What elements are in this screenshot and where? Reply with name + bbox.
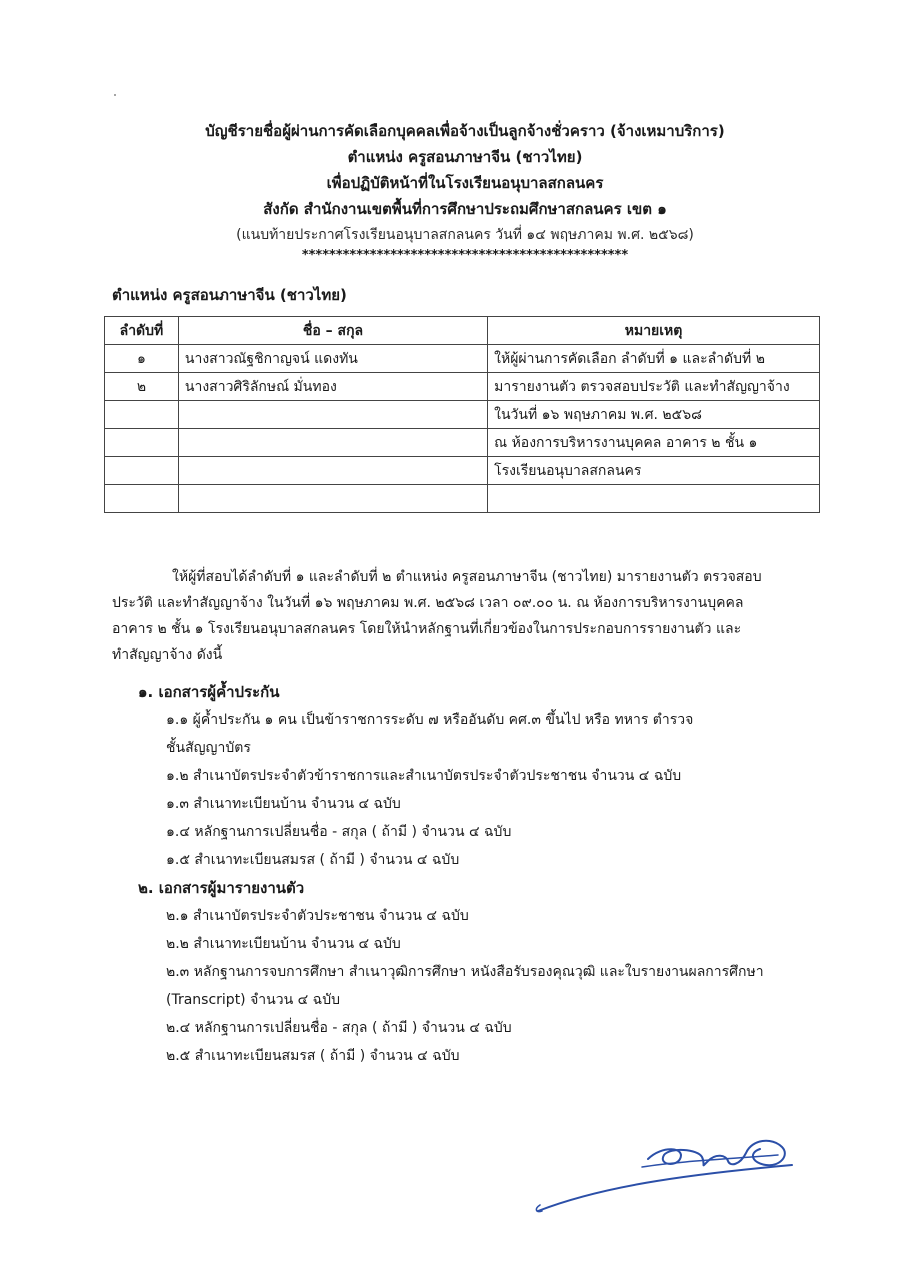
paragraph-line: ให้ผู้ที่สอบได้ลำดับที่ ๑ และลำดับที่ ๒ ตำแหน่ง ครูสอนภาษาจีน (ชาวไทย) มารายงานตัว ตรวจสอบ [172, 569, 762, 585]
cell-name: นางสาวณัฐชิกาญจน์ แดงทัน [178, 345, 487, 373]
scan-speck [114, 94, 116, 96]
cell-order [105, 401, 179, 429]
paragraph-line: ทำสัญญาจ้าง ดังนี้ [112, 647, 223, 663]
list-item: ๑.๑ ผู้ค้ำประกัน ๑ คน เป็นข้าราชการระดับ ๗ หรืออันดับ คศ.๓ ขึ้นไป หรือ ทหาร ตำรวจ [166, 712, 694, 728]
section-heading-guarantor: ๑. เอกสารผู้ค้ำประกัน [138, 683, 280, 701]
list-item: ๒.๕ สำเนาทะเบียนสมรส ( ถ้ามี ) จำนวน ๔ ฉบับ [166, 1048, 460, 1064]
cell-order [105, 485, 179, 513]
cell-remark: ให้ผู้ผ่านการคัดเลือก ลำดับที่ ๑ และลำดับที่ ๒ [488, 345, 820, 373]
header-title-line: บัญชีรายชื่อผู้ผ่านการคัดเลือกบุคคลเพื่อจ้างเป็นลูกจ้างชั่วคราว (จ้างเหมาบริการ) [205, 122, 725, 140]
header-affiliation-line: สังกัด สำนักงานเขตพื้นที่การศึกษาประถมศึกษาสกลนคร เขต ๑ [263, 200, 667, 218]
list-item: ๒.๑ สำเนาบัตรประจำตัวประชาชน จำนวน ๔ ฉบับ [166, 908, 469, 924]
section-heading-reporter: ๒. เอกสารผู้มารายงานตัว [138, 879, 305, 897]
paragraph-line: ประวัติ และทำสัญญาจ้าง ในวันที่ ๑๖ พฤษภาคม พ.ศ. ๒๕๖๘ เวลา ๐๙.๐๐ น. ณ ห้องการบริหารงานบุคคล [112, 595, 744, 611]
document-header [100, 118, 830, 266]
paragraph-line: อาคาร ๒ ชั้น ๑ โรงเรียนอนุบาลสกลนคร โดยให้นำหลักฐานที่เกี่ยวข้องในการประกอบการรายงานตัว และ [112, 621, 742, 637]
list-item: ๒.๒ สำเนาทะเบียนบ้าน จำนวน ๔ ฉบับ [166, 936, 401, 952]
list-item: ๒.๔ หลักฐานการเปลี่ยนชื่อ - สกุล ( ถ้ามี ) จำนวน ๔ ฉบับ [166, 1020, 512, 1036]
table-row [105, 485, 820, 513]
list-item: ๑.๓ สำเนาทะเบียนบ้าน จำนวน ๔ ฉบับ [166, 796, 401, 812]
document-requirements [112, 678, 828, 1070]
cell-name [178, 429, 487, 457]
cell-name [178, 457, 487, 485]
col-header-name: ชื่อ – สกุล [178, 317, 487, 345]
cell-remark: ในวันที่ ๑๖ พฤษภาคม พ.ศ. ๒๕๖๘ [488, 401, 820, 429]
signature-stroke [538, 1165, 792, 1211]
list-item: ๑.๒ สำเนาบัตรประจำตัวข้าราชการและสำเนาบัตรประจำตัวประชาชน จำนวน ๔ ฉบับ [166, 768, 682, 784]
table-row [105, 345, 820, 373]
signature-stroke [648, 1141, 785, 1166]
col-header-order: ลำดับที่ [105, 317, 179, 345]
list-item: ๒.๓ หลักฐานการจบการศึกษา สำเนาวุฒิการศึกษา หนังสือรับรองคุณวุฒิ และใบรายงานผลการศึกษา [166, 964, 764, 980]
cell-name [178, 401, 487, 429]
handwritten-signature [530, 1125, 800, 1220]
cell-name [178, 485, 487, 513]
cell-remark [488, 485, 820, 513]
table-row [105, 429, 820, 457]
cell-remark: มารายงานตัว ตรวจสอบประวัติ และทำสัญญาจ้าง [488, 373, 820, 401]
list-item: (Transcript) จำนวน ๔ ฉบับ [166, 992, 340, 1008]
header-star-divider: ************************************************ [301, 248, 629, 263]
list-item: ๑.๔ หลักฐานการเปลี่ยนชื่อ - สกุล ( ถ้ามี ) จำนวน ๔ ฉบับ [166, 824, 512, 840]
instruction-paragraph [112, 564, 824, 668]
cell-remark: โรงเรียนอนุบาลสกลนคร [488, 457, 820, 485]
cell-order [105, 429, 179, 457]
table-row [105, 457, 820, 485]
cell-order [105, 457, 179, 485]
cell-order: ๑ [105, 345, 179, 373]
table-row [105, 401, 820, 429]
table-header-row [105, 317, 820, 345]
cell-remark: ณ ห้องการบริหารงานบุคคล อาคาร ๒ ชั้น ๑ [488, 429, 820, 457]
col-header-remark: หมายเหตุ [488, 317, 820, 345]
cell-order: ๒ [105, 373, 179, 401]
list-item: ๑.๕ สำเนาทะเบียนสมรส ( ถ้ามี ) จำนวน ๔ ฉบับ [166, 852, 460, 868]
candidate-table [104, 316, 820, 513]
header-position-line: ตำแหน่ง ครูสอนภาษาจีน (ชาวไทย) [347, 148, 583, 166]
header-annex-line: (แนบท้ายประกาศโรงเรียนอนุบาลสกลนคร วันที่ ๑๔ พฤษภาคม พ.ศ. ๒๕๖๘) [236, 227, 694, 243]
cell-name: นางสาวศิริลักษณ์ มั่นทอง [178, 373, 487, 401]
position-title: ตำแหน่ง ครูสอนภาษาจีน (ชาวไทย) [112, 286, 347, 304]
list-item: ชั้นสัญญาบัตร [166, 740, 251, 756]
header-duty-line: เพื่อปฏิบัติหน้าที่ในโรงเรียนอนุบาลสกลนคร [326, 174, 604, 192]
table-row [105, 373, 820, 401]
